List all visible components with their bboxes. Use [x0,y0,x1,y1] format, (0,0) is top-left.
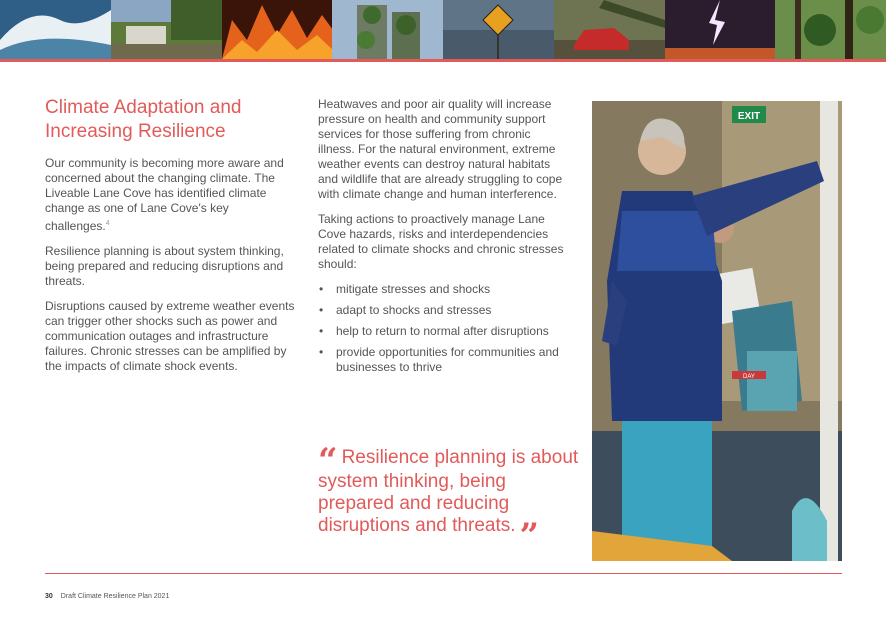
footer [45,593,169,600]
list-item: • help to return to normal after disruptions [318,324,568,339]
pull-quote-text: Resilience planning is about system thinking, being prepared and reducing disruptions and threats. [318,447,579,536]
paragraph-text: Our community is becoming more aware and concerned about the changing climate. The Liveable Lane Cove has identified climate change as one of Lane Cove's key challenges. [45,156,284,233]
community-workshop-photo [592,101,842,561]
page-number: 30 [45,593,53,600]
lightning-storm-image [665,0,776,59]
paragraph-taking-actions: Taking actions to proactively manage Lane Cove hazards, risks and interdependencies related to climate shocks and chronic stresses should: [318,212,564,271]
action-list [318,282,568,375]
list-item: • adapt to shocks and stresses [318,303,568,318]
middle-column [318,97,568,381]
paragraph-resilience-planning: Resilience planning is about system thinking, being prepared and reducing disruptions and threats. [45,244,284,288]
page-title: Climate Adaptation and Increasing Resilience [45,97,242,142]
left-column [45,96,295,384]
list-item: • mitigate stresses and shocks [318,282,568,297]
list-item: • provide opportunities for communities and businesses to thrive [318,345,568,375]
footnote-marker: 4 [105,220,110,227]
paragraph-community-awareness [45,156,295,234]
exit-sign: EXIT [737,111,761,122]
forest-image [775,0,886,59]
header-divider [0,59,886,62]
open-quote-icon: “ [318,441,338,481]
photo-sticker: DAY [743,374,755,380]
bushfire-image [222,0,333,59]
storm-damage-car-image [554,0,665,59]
pull-quote [318,441,580,556]
document-title: Draft Climate Resilience Plan 2021 [60,593,170,600]
footer-divider [45,573,842,574]
green-building-image [332,0,443,59]
header-banner [0,0,886,59]
ocean-wave-image [0,0,111,59]
flooded-house-image [111,0,222,59]
paragraph-heatwaves: Heatwaves and poor air quality will increase pressure on health and community support services for those suffering from chronic illness. For the natural environment, extreme weather events can destroy natural habitats and wildlife that are already struggling to cope with climate change and human interference. [318,97,563,201]
flood-sign-image [443,0,554,59]
paragraph-disruptions: Disruptions caused by extreme weather events can trigger other shocks such as power and communication outages and infrastructure failures. Chronic stresses can be amplified by the impacts of climate shock events. [45,299,295,373]
close-quote-icon: ” [519,516,540,556]
